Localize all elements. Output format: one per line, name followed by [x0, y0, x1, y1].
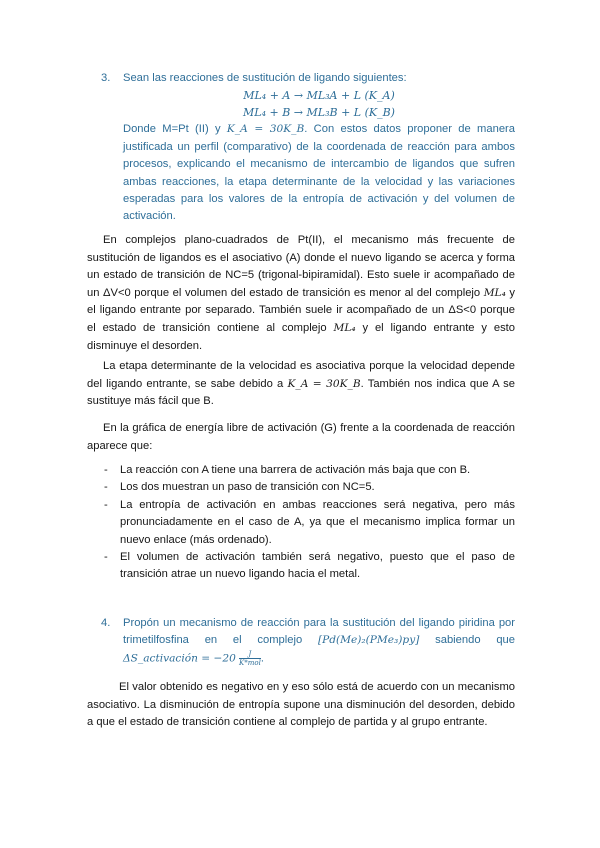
bullet-text: El volumen de activación también será negativo, puesto que el paso de transición atrae un nuevo ligando hacia el metal.: [120, 551, 515, 581]
bullet-text: La reacción con A tiene una barrera de activación más baja que con B.: [120, 464, 471, 476]
answer-3-p1-b: y el ligando entrante por separado. También suele ir acompañado de un ΔS<0 porque el estado de transición contiene al complejo: [87, 286, 516, 334]
question-4-text-a: Propón un mecanismo de reacción para la sustitución del ligando piridina por trimetilfosfina en el complejo: [123, 617, 515, 647]
list-item: [87, 497, 515, 549]
question-4-delta-s: ΔS_activación = −20: [123, 652, 236, 665]
bullet-text: Los dos muestran un paso de transición con NC=5.: [120, 481, 375, 494]
equation-2: ML₄ + B → ML₃B + L (K_B): [243, 106, 395, 120]
question-3-body-post: . Con estos datos proponer de manera justificada un perfil (comparativo) de la coordenada de reacción para ambos procesos, explicando el mecanismo de intercambio de ligandos que sufren ambas reacciones, la etapa determinante de la velocidad y las variaciones esperadas para los valores de la entropía de activación y del volumen de activación.: [123, 123, 515, 223]
bullet-dash: -: [104, 498, 108, 511]
question-4-text-c: .: [260, 652, 264, 665]
question-3: [103, 70, 515, 226]
answer-3-p3-text: En la gráfica de energía libre de activación (G) frente a la coordenada de reacción aparece que:: [87, 422, 515, 452]
equation-1: ML₄ + A → ML₃A + L (K_A): [243, 89, 395, 103]
question-3-number: 3.: [101, 72, 111, 84]
answer-3-p1-math-1: ML₄: [483, 286, 506, 299]
answer-3-p2-math: K_A = 30K_B: [287, 377, 361, 390]
answer-3-paragraph-2: [87, 358, 515, 411]
answer-3-paragraph-1: [87, 232, 515, 355]
question-3-intro: Sean las reacciones de sustitución de ligando siguientes:: [123, 72, 407, 84]
question-4-text-b: sabiendo que: [419, 634, 516, 647]
answer-3-p2-b: . También nos indica que A se sustituye más fácil que B.: [87, 377, 515, 408]
question-3-body-pre: Donde M=Pt (II) y: [123, 123, 227, 136]
question-3-body-math: K_A = 30K_B: [226, 123, 305, 136]
answer-3-p2-a: La etapa determinante de la velocidad es asociativa porque la velocidad depende del ligando entrante, se sabe debido a: [87, 360, 515, 390]
question-4-complex: [Pd(Me)₂(PMe₃)py]: [318, 634, 420, 647]
answer-3-paragraph-3: [87, 420, 515, 455]
bullet-dash: -: [104, 464, 108, 476]
fraction-numerator: J: [239, 650, 261, 659]
list-item: [87, 549, 515, 584]
question-4-text: [123, 615, 515, 668]
list-item: [87, 462, 515, 479]
question-3-body: [123, 121, 515, 225]
bullet-text: La entropía de activación en ambas reacciones será negativa, pero más pronunciadamente en el caso de A, ya que el mecanismo implica formar un nuevo enlace (más ordenado).: [120, 498, 515, 546]
fraction-denominator: K*mol: [239, 658, 261, 667]
answer-4-paragraph-1: [87, 679, 515, 732]
answer-3-p1-math-2: ML₄: [333, 321, 356, 334]
bullet-dash: -: [104, 551, 108, 564]
list-item: [87, 479, 515, 496]
answer-3-p1-c: y el ligando entrante y esto disminuye el desorden.: [87, 321, 516, 352]
question-4-number: 4.: [101, 617, 111, 629]
question-4-units-fraction: [239, 650, 261, 667]
answer-3-p1-a: En complejos plano-cuadrados de Pt(II), el mecanismo más frecuente de sustitución de ligandos es el asociativo (A) donde el nuevo ligando se acerca y forma un estado de transición de NC=5 (trigonal-bipiramidal). Esto suele ir acompañado de un ΔV<0 porque el volumen del estado de transición es menor al del complejo: [87, 234, 515, 299]
answer-3-bullet-list: [87, 462, 515, 584]
question-4: [103, 615, 515, 668]
bullet-dash: -: [104, 481, 108, 494]
answer-4-p1-text: El valor obtenido es negativo en y eso sólo está de acuerdo con un mecanismo asociativo. La disminución de entropía supone una disminución del desorden, debido a que el estado de transición contiene al complejo de partida y al grupo entrante.: [87, 681, 515, 729]
